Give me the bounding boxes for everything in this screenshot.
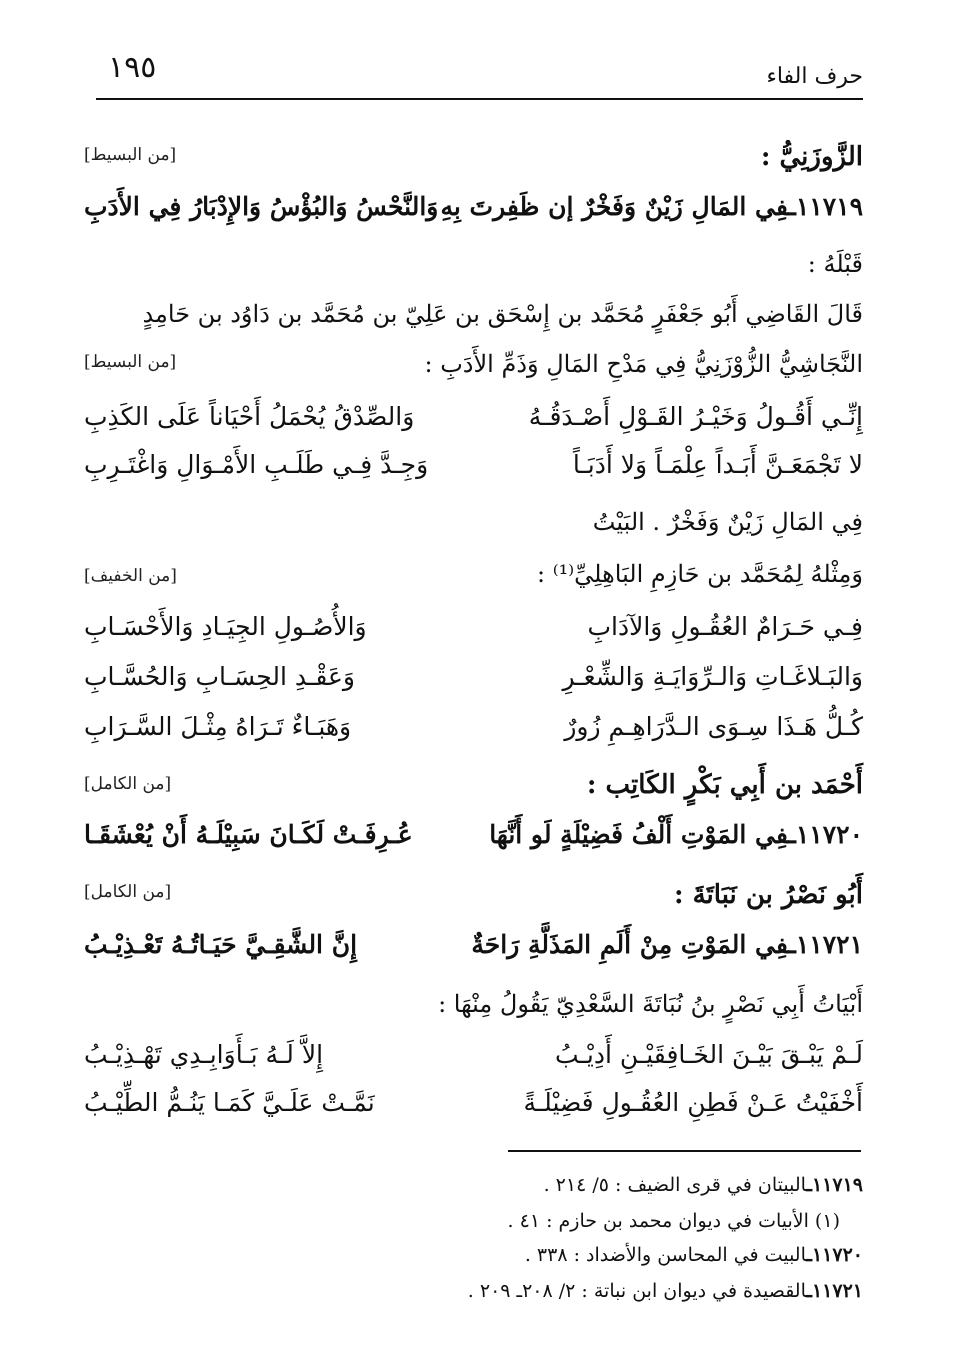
header-rule <box>96 98 863 100</box>
verse-hemistich-right: وَالبَـلاغَـاتِ وَالـرِّوَايَـةِ وَالشِّعْـرِ <box>562 662 863 691</box>
section-intro: قَبْلَهُ : <box>807 250 863 278</box>
poet-name: الزَّوزَنِيُّ : <box>760 142 863 172</box>
verse-hemistich-left: وَعَقْـدِ الحِسَـابِ وَالحُسَّـابِ <box>84 662 356 691</box>
meter-label: [من الكامل] <box>84 774 172 794</box>
verse-hemistich-right: كُـلُّ هَـذَا سِـوَى الـدَّرَاهِـمِ زُورٌ <box>564 712 863 741</box>
footnote-number: ١١٧١٩ـ <box>806 1174 863 1196</box>
verse-number: ١١٧١٩ـ <box>788 192 863 221</box>
meter-label: [من الكامل] <box>84 882 172 902</box>
verse-hemistich-right: فِـي حَـرَامٌ العُقُـولِ وَالآدَابِ <box>587 612 863 641</box>
verse-hemistich-left: عُـرِفَـتْ لَكَـانَ سَبِيْلَـهُ أَنْ يُعْشَقَـا <box>84 820 413 849</box>
prose-line: قَالَ القَاضِي أَبُو جَعْفَرٍ مُحَمَّد بن إِسْحَق بن عَلِيّ بن مُحَمَّد بن دَاوُد بن حَامِدٍ <box>142 300 863 328</box>
footnote: ١١٧١٩ـالبيتان في قرى الضيف : ٥/ ٢١٤ . <box>543 1174 863 1196</box>
verse-hemistich-left: وَالأُصُـولِ الجِيَـادِ وَالأَحْسَـابِ <box>84 612 367 641</box>
section-intro: أَبْيَاتُ أَبِي نَصْرٍ بنُ نُبَاتَةَ السَّعْدِيّ يَقُولُ مِنْهَا : <box>438 990 863 1018</box>
footnote: (١) الأبيات في ديوان محمد بن حازم : ٤١ . <box>507 1210 840 1232</box>
verse-hemistich-left: وَالصِّدْقُ يُحْمَلُ أَحْيَاناً عَلَى الكَذِبِ <box>84 402 415 431</box>
verse-hemistich-right: ١١٧١٩ـفِي المَالِ زَيْنٌ وَفَخْرٌ إن ظَفِرتَ بِهِ <box>440 192 863 221</box>
footnote: ١١٧٢٠ـالبيت في المحاسن والأضداد : ٣٣٨ . <box>524 1244 863 1266</box>
poet-name: أَبُو نَصْرُ بن نَبَاتَةَ : <box>673 880 863 910</box>
verse-hemistich-left: إِلاَّ لَـهُ بَـأَوَابِـدِي تَهْـذِيْـبُ <box>84 1040 324 1069</box>
verse-number: ١١٧٢١ـ <box>788 930 863 959</box>
prose-line: فِي المَالِ زَيْنٌ وَفَخْرٌ . البَيْتُ <box>592 508 863 536</box>
verse-hemistich-right: إِنِّـي أَقُـولُ وَخَيْـرُ القَـوْلِ أَصْـدَقُـهُ <box>528 402 863 431</box>
verse-hemistich-right: لَـمْ يَبْـقَ بَيْـنَ الخَـافِقَيْـنِ أَدِيْـبُ <box>555 1040 863 1069</box>
verse-hemistich-right: لا تَجْمَعَـنَّ أَبَـداً عِلْمَـاً وَلا أَدَبَـاً <box>572 450 863 479</box>
meter-label: [من البسيط] <box>84 352 177 372</box>
verse-hemistich-left: وَالنَّحْسُ وَالبُؤْسُ وَالإِدْبَارُ فِي الأَدَبِ <box>84 192 439 221</box>
verse-hemistich-right: أَخْفَيْتُ عَـنْ فَطِنِ العُقُـولِ فَضِيْلَـةً <box>523 1088 863 1117</box>
page-number: ١٩٥ <box>108 50 157 85</box>
verse-hemistich-left: وَجِـدَّ فِـي طَلَـبِ الأَمْـوَالِ وَاغْتَـرِبِ <box>84 450 429 479</box>
verse-hemistich-right: ١١٧٢٠ـفِي المَوْتِ أَلْفُ فَضِيْلَةٍ لَو أَنَّهَا <box>489 820 863 849</box>
verse-number: ١١٧٢٠ـ <box>788 820 863 849</box>
meter-label: [من البسيط] <box>84 145 177 165</box>
running-header: حرف الفاء <box>766 64 863 89</box>
footnote: ١١٧٢١ـالقصيدة في ديوان ابن نباتة : ٢/ ٢٠٨ـ ٢٠٩ . <box>467 1280 863 1302</box>
meter-label: [من الخفيف] <box>84 566 177 586</box>
footnote-number: ١١٧٢٠ـ <box>806 1244 863 1266</box>
verse-hemistich-left: وَهَبَـاءٌ تَـرَاهُ مِثْـلَ السَّـرَابِ <box>84 712 352 741</box>
section-intro: وَمِثْلهُ لِمُحَمَّد بن حَازِمِ البَاهِلِيِّ⁽¹⁾ : <box>537 560 863 588</box>
footnote-rule <box>508 1150 861 1152</box>
prose-line: النَّجَاشِيُّ الزُّوْزَنِيُّ فِي مَدْحِ المَالِ وَذَمِّ الأَدَبِ : <box>424 350 863 378</box>
footnote-number: ١١٧٢١ـ <box>806 1280 863 1302</box>
verse-hemistich-right: ١١٧٢١ـفِي المَوْتِ مِنْ أَلَمِ المَذَلَّةِ رَاحَةٌ <box>471 930 863 959</box>
poet-name: أَحْمَد بن أَبِي بَكْرٍ الكَاتِب : <box>586 770 863 800</box>
verse-hemistich-left: نَمَّـتْ عَلَـيَّ كَمَـا يَنُـمُّ الطِّيْـبُ <box>84 1088 375 1117</box>
verse-hemistich-left: إِنَّ الشَّقِـيَّ حَيَـاتُـهُ تَعْـذِيْـبُ <box>84 930 358 959</box>
